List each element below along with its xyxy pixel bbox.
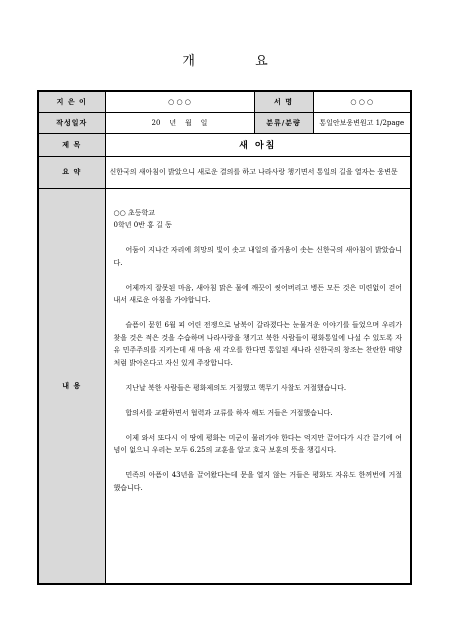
content-row <box>38 188 411 584</box>
date-value: 20 년 월 일 <box>105 112 254 133</box>
subject-label: 제 목 <box>38 133 105 156</box>
category-value: 통일안보웅변원고 1/2page <box>313 112 411 133</box>
author-label: 지 은 이 <box>38 91 105 112</box>
document-title: 개 요 <box>182 54 296 69</box>
summary-label: 요 약 <box>38 156 105 188</box>
student-name: 0학년 0반 홍 길 동 <box>113 221 172 229</box>
content-label: 내 용 <box>38 188 105 584</box>
summary-row <box>38 156 411 188</box>
overview-form <box>37 90 412 585</box>
date-row <box>38 112 411 133</box>
category-label: 분류/분량 <box>254 112 313 133</box>
paragraph: 이제 와서 또다시 이 땅에 평화는 미군이 물러가야 한다는 억지만 끌어다가 시간 끌기에 여념이 없으니 우리는 모두 6.25의 교훈을 알고 호국 보훈의 뜻을 챙깁시다. <box>113 433 402 454</box>
paragraph: 합의서를 교환하면서 협력과 교류를 하자 해도 거들은 거절했습니다. <box>125 408 333 417</box>
summary-value: 신한국의 새아침이 밝았으니 새로운 결의를 하고 나라사랑 챙기면서 통일의 길을 열자는 웅변문 <box>105 156 411 188</box>
paragraph: 민족의 아픔이 43년을 끌어왔다는데 문을 열지 않는 거들은 평화도 자유도 한꺼번에 거절했습니다. <box>113 471 402 492</box>
paragraph: 지난날 북한 사람들은 평화제의도 거절했고 핵무기 사찰도 거절했습니다. <box>125 383 347 392</box>
book-title-value: ○ ○ ○ <box>313 91 411 112</box>
school-name: ○○ 초등학교 <box>113 208 155 217</box>
subject-row <box>38 133 411 156</box>
paragraph: 어둠이 지나간 자리에 희망의 빛이 솟고 내일의 즐거움이 솟는 신한국의 새아침이 밝았습니다. <box>113 246 402 267</box>
author-row <box>38 91 411 112</box>
author-value: ○ ○ ○ <box>105 91 254 112</box>
date-label: 작성일자 <box>38 112 105 133</box>
content-body <box>105 188 411 584</box>
paragraph: 슬픔이 묻힌 6월 피 어린 전쟁으로 남북이 갈라졌다는 눈물겨운 이야기를 들었으며 우리가 찾을 것은 적은 것을 수습하며 나라사랑을 챙기고 북한 사람들이 평화통일에 나설 수 있도록 자유 민주주의를 지키는데 새 마음 새 각오를 한다면 통일된 새나라 신한국의 창조는 찬란한 태양처럼 밝아온다고 자신 있게 주장합니다. <box>113 321 402 367</box>
paragraph: 어제까지 잘못된 마음, 새아침 맑은 물에 깨끗이 씻어버리고 병든 모든 것은 미련없이 걷어내서 새로운 아침을 가야합니다. <box>113 283 402 304</box>
book-title-label: 서 명 <box>254 91 313 112</box>
subject-value: 새 아침 <box>105 133 411 156</box>
